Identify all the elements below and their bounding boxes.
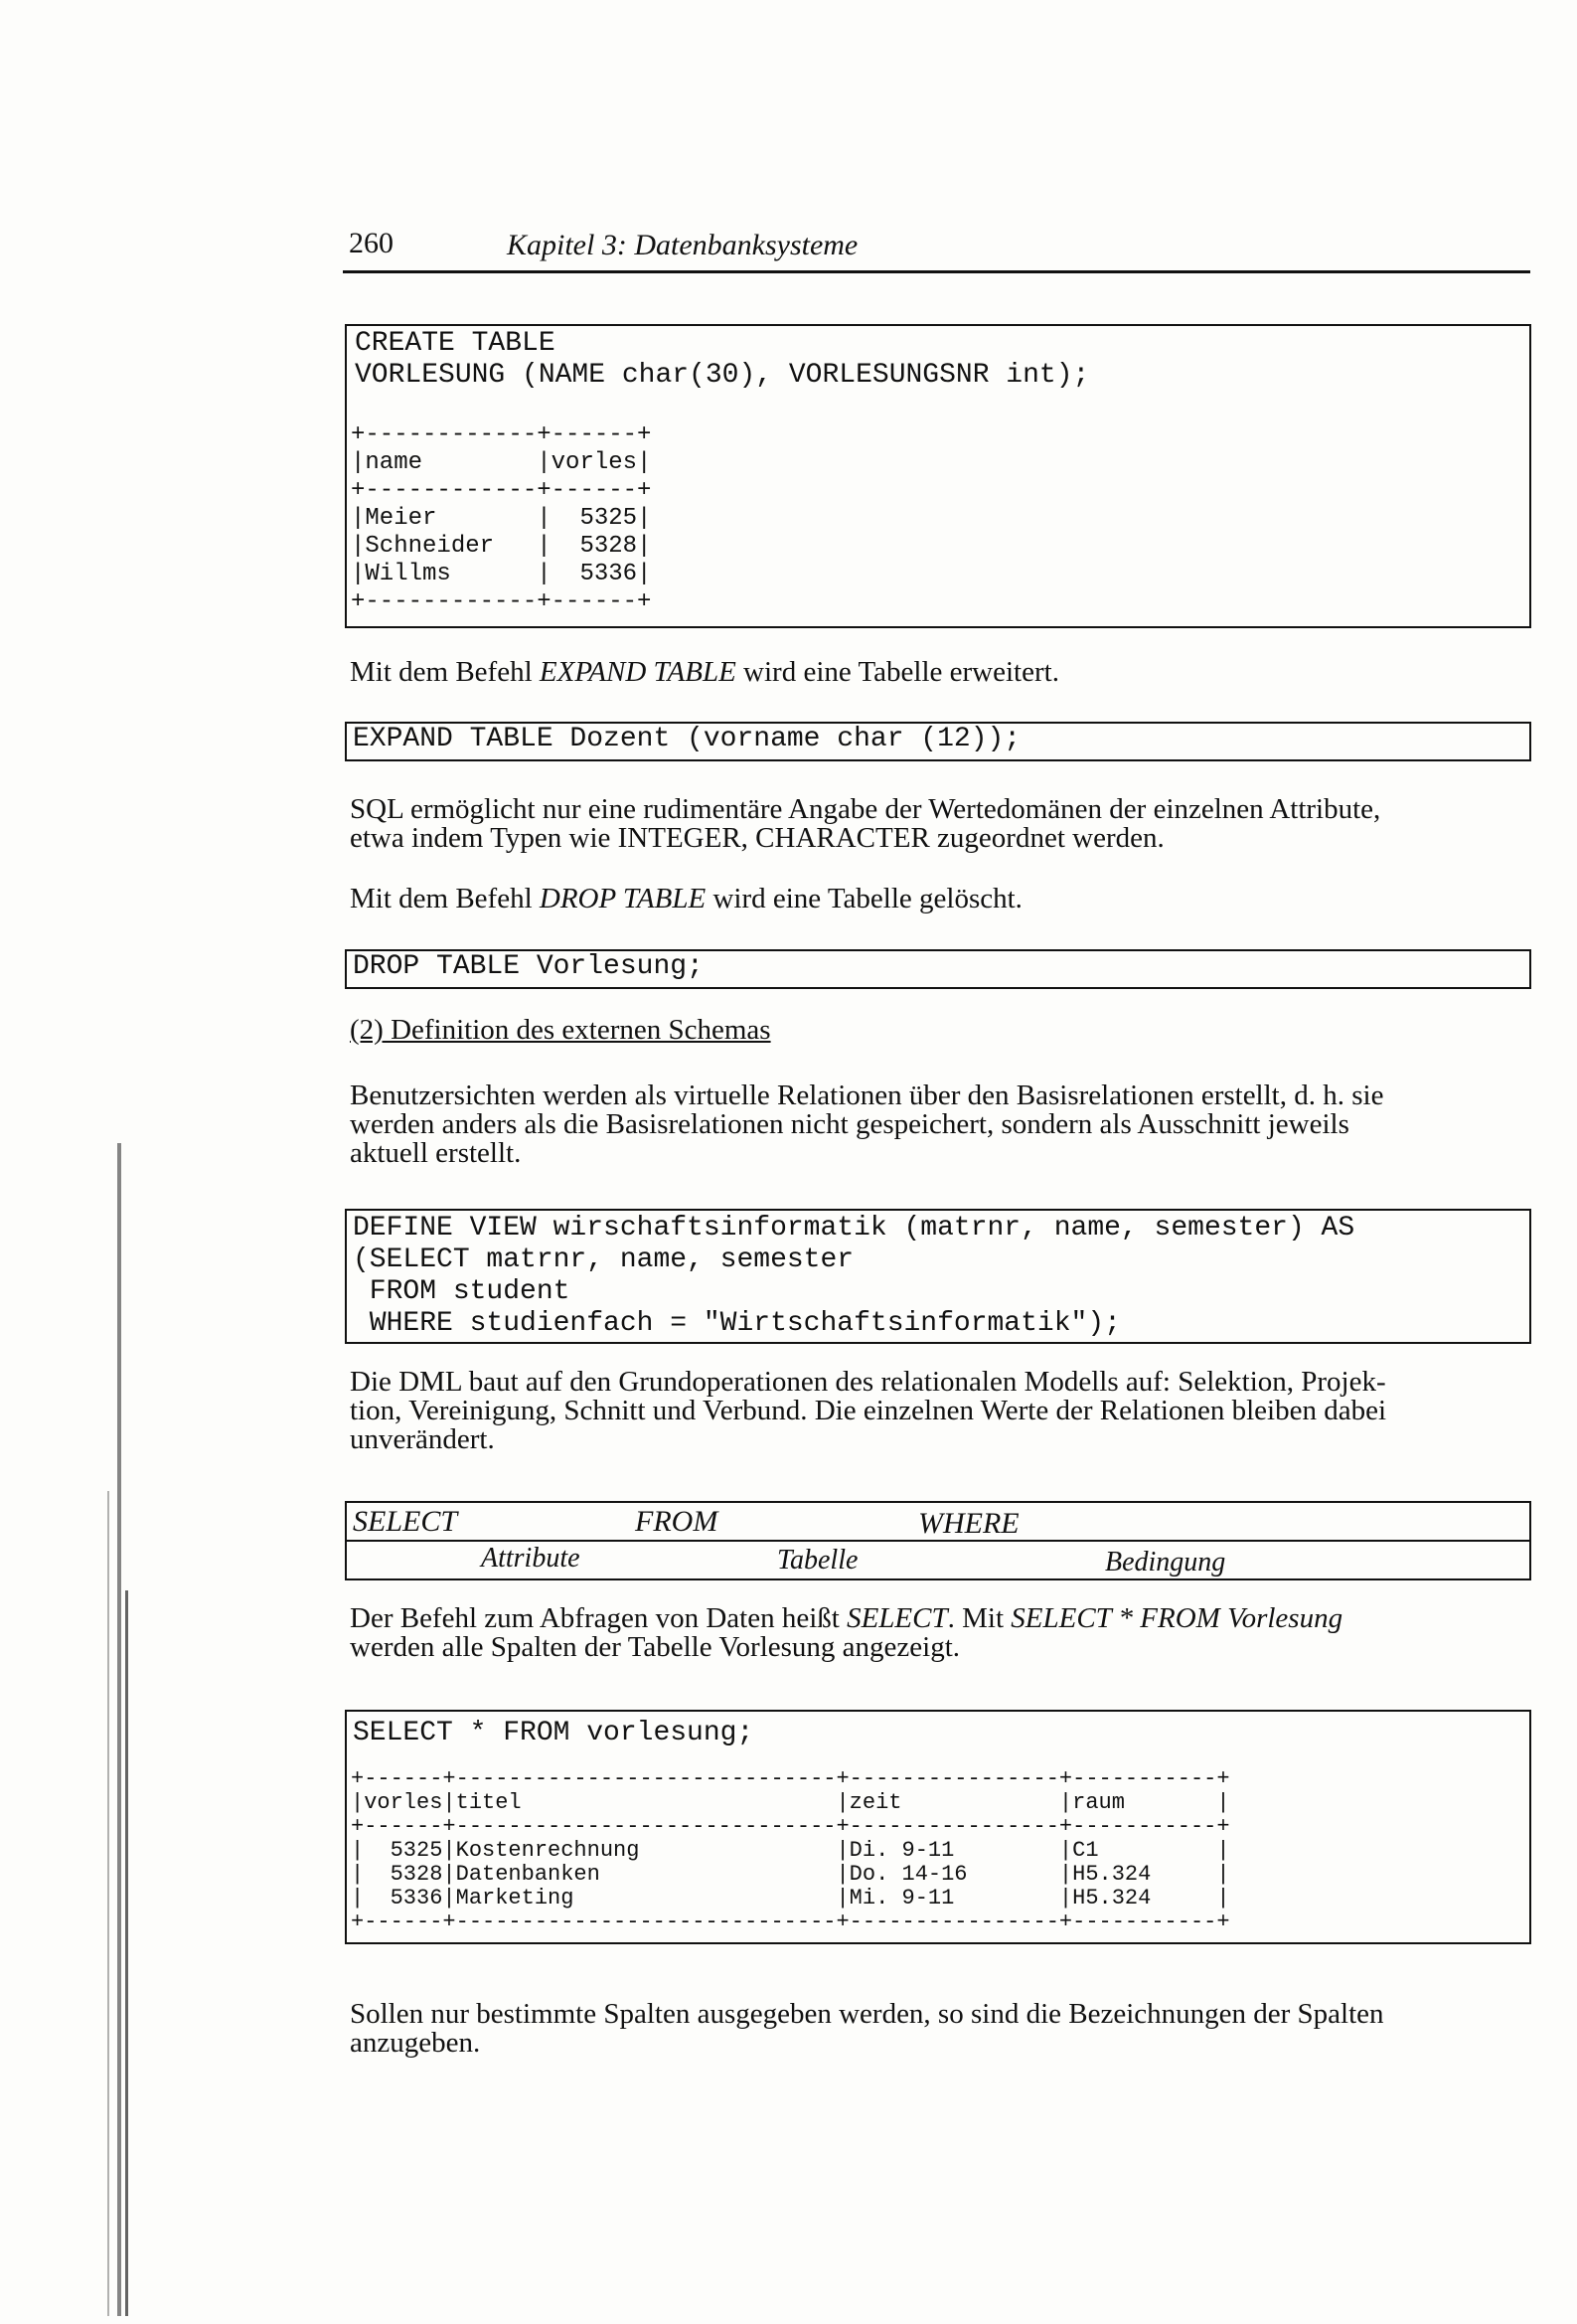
table-row: |Schneider | 5328|: [351, 533, 652, 560]
paragraph-final: [350, 2000, 1542, 2058]
section-title: (2) Definition des externen Schemas: [350, 1014, 771, 1046]
select-result-box: [345, 1710, 1531, 1944]
syntax-keyword-where: WHERE: [918, 1507, 1020, 1540]
text-line: anzugeben.: [350, 2027, 481, 2059]
code-line: CREATE TABLE: [355, 328, 555, 359]
syntax-arg-attribute: Attribute: [481, 1543, 580, 1574]
term: DROP TABLE: [539, 883, 707, 914]
table-row: +------------+------+: [351, 421, 652, 448]
text-line: unverändert.: [350, 1423, 495, 1455]
paragraph-views: [350, 1081, 1542, 1168]
code-line: DROP TABLE Vorlesung;: [353, 951, 704, 982]
text: Mit dem Befehl: [350, 883, 540, 914]
table-row: +------------+------+: [351, 588, 652, 615]
table-row: +------+-----------------------------+----------------+-----------+: [351, 1814, 1230, 1839]
table-row: |Meier | 5325|: [351, 505, 652, 532]
text-line: Die DML baut auf den Grundoperationen des relationalen Modells auf: Selektion, Projek-: [350, 1366, 1386, 1398]
text: Mit dem Befehl: [350, 656, 540, 688]
code-line: (SELECT matrnr, name, semester: [353, 1245, 855, 1275]
text-line: tion, Vereinigung, Schnitt und Verbund. Die einzelnen Werte der Relationen bleiben dabei: [350, 1395, 1387, 1426]
text-line: SQL ermöglicht nur eine rudimentäre Angabe der Wertedomänen der einzelnen Attribute,: [350, 793, 1381, 825]
code-line: SELECT * FROM vorlesung;: [353, 1718, 754, 1748]
table-row: | 5325|Kostenrechnung |Di. 9-11 |C1 |: [351, 1838, 1230, 1863]
table-row: +------+-----------------------------+----------------+-----------+: [351, 1909, 1230, 1934]
create-table-box: [345, 324, 1531, 628]
table-row: +------+-----------------------------+----------------+-----------+: [351, 1766, 1230, 1791]
text-line: werden anders als die Basisrelationen nicht gespeichert, sondern als Ausschnitt jeweils: [350, 1108, 1349, 1140]
chapter-title: Kapitel 3: Datenbanksysteme: [507, 229, 859, 261]
code-line: FROM student: [353, 1276, 570, 1307]
syntax-arg-tabelle: Tabelle: [777, 1545, 859, 1576]
code-line: EXPAND TABLE Dozent (vorname char (12));: [353, 724, 1022, 754]
paragraph-dml: [350, 1368, 1542, 1454]
table-row: |vorles|titel |zeit |raum |: [351, 1790, 1230, 1815]
code-line: WHERE studienfach = "Wirtschaftsinformatik");: [353, 1308, 1121, 1339]
text-line: werden alle Spalten der Tabelle Vorlesung angezeigt.: [350, 1631, 961, 1663]
table-row: | 5336|Marketing |Mi. 9-11 |H5.324 |: [351, 1886, 1230, 1910]
paragraph-sql: [350, 795, 1542, 853]
paragraph-select: [350, 1604, 1542, 1662]
paragraph-drop: [350, 885, 1532, 913]
page-header: [343, 225, 1530, 273]
scan-edge-artifact: [107, 1491, 109, 2316]
expand-code-box: [345, 722, 1531, 761]
scan-edge-artifact: [125, 1590, 128, 2316]
paragraph-expand: [350, 658, 1532, 687]
term: EXPAND TABLE: [539, 656, 736, 688]
term: SELECT * FROM Vorlesung: [1011, 1602, 1343, 1634]
term: SELECT: [847, 1602, 948, 1634]
text-line: Benutzersichten werden als virtuelle Relationen über den Basisrelationen erstellt, d. h. sie: [350, 1079, 1384, 1111]
text-line: [350, 1604, 1542, 1633]
select-syntax-box: [345, 1501, 1531, 1580]
page-number: 260: [349, 227, 394, 259]
table-row: |name |vorles|: [351, 449, 652, 476]
text-line: etwa indem Typen wie INTEGER, CHARACTER zugeordnet werden.: [350, 822, 1165, 854]
text: Der Befehl zum Abfragen von Daten heißt: [350, 1602, 848, 1634]
syntax-keyword-select: SELECT: [353, 1505, 458, 1538]
table-row: +------------+------+: [351, 477, 652, 504]
code-line: VORLESUNG (NAME char(30), VORLESUNGSNR int);: [355, 360, 1090, 391]
table-row: | 5328|Datenbanken |Do. 14-16 |H5.324 |: [351, 1862, 1230, 1887]
define-view-box: [345, 1209, 1531, 1344]
syntax-arg-bedingung: Bedingung: [1105, 1547, 1226, 1577]
syntax-keyword-from: FROM: [635, 1505, 718, 1538]
text: wird eine Tabelle erweitert.: [735, 656, 1059, 688]
scan-edge-artifact: [117, 1143, 121, 2316]
text-line: Sollen nur bestimmte Spalten ausgegeben werden, so sind die Bezeichnungen der Spalten: [350, 1998, 1384, 2030]
table-row: |Willms | 5336|: [351, 561, 652, 587]
drop-code-box: [345, 949, 1531, 989]
text: wird eine Tabelle gelöscht.: [706, 883, 1023, 914]
text: . Mit: [947, 1602, 1012, 1634]
text-line: aktuell erstellt.: [350, 1137, 522, 1169]
code-line: DEFINE VIEW wirschaftsinformatik (matrnr, name, semester) AS: [353, 1213, 1355, 1244]
